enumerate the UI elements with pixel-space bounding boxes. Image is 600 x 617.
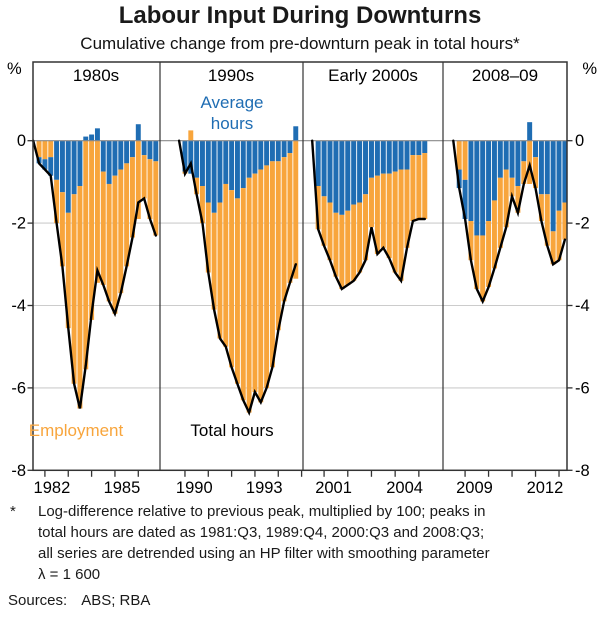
bar-segment-average-hours bbox=[241, 141, 246, 188]
bar-segment-average-hours bbox=[539, 141, 544, 195]
sources-value: ABS; RBA bbox=[81, 592, 151, 609]
bar-segment-average-hours bbox=[504, 141, 509, 170]
bar-segment-employment bbox=[229, 190, 234, 367]
bar-segment-average-hours bbox=[492, 141, 497, 201]
bar-segment-average-hours bbox=[107, 141, 112, 184]
bar-segment-average-hours bbox=[287, 141, 292, 153]
chart-title: Labour Input During Downturns bbox=[118, 2, 482, 29]
bar-segment-employment bbox=[339, 215, 344, 289]
bar-segment-employment bbox=[241, 188, 246, 400]
bar-segment-employment bbox=[422, 153, 427, 219]
bar-segment-employment bbox=[357, 203, 362, 273]
bar-segment-employment bbox=[416, 155, 421, 219]
legend-total-hours: Total hours bbox=[190, 421, 274, 440]
bar-segment-employment bbox=[107, 184, 112, 301]
bar-segment-employment bbox=[387, 174, 392, 258]
bar-segment-average-hours bbox=[551, 141, 556, 232]
bar-segment-employment bbox=[282, 157, 287, 301]
bar-segment-employment bbox=[118, 170, 123, 294]
bar-segment-average-hours bbox=[229, 141, 234, 190]
bar-segment-average-hours bbox=[112, 141, 117, 176]
bar-segment-average-hours bbox=[270, 141, 275, 162]
bar-segment-average-hours bbox=[399, 141, 404, 170]
y-tick-label: -4 bbox=[11, 297, 26, 315]
bar-segment-employment bbox=[410, 155, 415, 221]
bar-segment-employment bbox=[351, 205, 356, 281]
sources-line bbox=[8, 592, 150, 609]
bar-segment-average-hours bbox=[293, 126, 298, 140]
bar-segment-employment bbox=[235, 198, 240, 383]
bar-segment-average-hours bbox=[118, 141, 123, 170]
bar-segment-employment bbox=[486, 221, 491, 287]
bar-segment-average-hours bbox=[194, 141, 199, 178]
bar-segment-employment bbox=[252, 174, 257, 392]
bar-segment-average-hours bbox=[339, 141, 344, 215]
bar-segment-employment bbox=[333, 213, 338, 277]
bar-segment-average-hours bbox=[416, 141, 421, 155]
bar-segment-average-hours bbox=[381, 141, 386, 174]
bar-segment-average-hours bbox=[252, 141, 257, 174]
bar-segment-employment bbox=[217, 203, 222, 339]
bar-segment-average-hours bbox=[333, 141, 338, 213]
bar-segment-employment bbox=[287, 153, 292, 283]
bar-segment-average-hours bbox=[72, 141, 77, 195]
x-tick-label: 2009 bbox=[456, 479, 493, 497]
bar-segment-employment bbox=[72, 194, 77, 384]
bar-segment-average-hours bbox=[515, 141, 520, 186]
bar-segment-average-hours bbox=[357, 141, 362, 203]
bar-segment-average-hours bbox=[83, 137, 88, 141]
legend-employment: Employment bbox=[28, 421, 124, 440]
bar-segment-average-hours bbox=[351, 141, 356, 205]
y-tick-label: -4 bbox=[575, 297, 590, 315]
bar-segment-average-hours bbox=[474, 141, 479, 236]
bar-segment-employment bbox=[42, 141, 47, 160]
bar-segment-employment bbox=[101, 172, 106, 285]
bar-segment-average-hours bbox=[375, 141, 380, 176]
bar-segment-average-hours bbox=[147, 141, 152, 160]
bar-segment-employment bbox=[48, 141, 53, 157]
chart-subtitle: Cumulative change from pre-downturn peak in total hours* bbox=[80, 34, 520, 53]
x-tick-label: 2001 bbox=[315, 479, 352, 497]
bar-segment-average-hours bbox=[345, 141, 350, 211]
y-tick-label: -8 bbox=[11, 461, 26, 480]
footnote bbox=[10, 501, 576, 585]
y-tick-label: -6 bbox=[11, 379, 26, 398]
bar-segment-average-hours bbox=[393, 141, 398, 172]
bar-segment-average-hours bbox=[322, 141, 327, 197]
bar-segment-average-hours bbox=[557, 141, 562, 211]
panel-label-1980s: 1980s bbox=[72, 66, 120, 85]
bar-segment-average-hours bbox=[486, 141, 491, 221]
bar-segment-average-hours bbox=[480, 141, 485, 236]
bar-segment-average-hours bbox=[527, 122, 532, 141]
bar-segment-average-hours bbox=[136, 124, 141, 140]
x-tick-label: 2012 bbox=[526, 479, 564, 497]
footnote-marker: * bbox=[10, 503, 16, 520]
y-tick-label: -6 bbox=[575, 379, 590, 398]
bar-segment-average-hours bbox=[153, 141, 158, 162]
bar-segment-employment bbox=[393, 172, 398, 273]
bar-segment-employment bbox=[83, 141, 88, 370]
x-tick-label: 1993 bbox=[245, 479, 283, 497]
bar-segment-employment bbox=[276, 161, 281, 330]
y-axis-unit-left: % bbox=[7, 60, 22, 78]
bar-segment-average-hours bbox=[316, 141, 321, 186]
x-tick-label: 1982 bbox=[33, 479, 71, 497]
bar-segment-employment bbox=[498, 178, 503, 248]
bar-segment-average-hours bbox=[369, 141, 374, 178]
bar-segment-employment bbox=[463, 141, 468, 180]
bar-segment-average-hours bbox=[200, 141, 205, 186]
footnote-line: all series are detrended using an HP filter with smoothing parameter bbox=[38, 545, 490, 562]
panel-label-early-2000s: Early 2000s bbox=[328, 66, 418, 85]
y-tick-label: 0 bbox=[575, 132, 585, 151]
x-tick-label: 1985 bbox=[103, 479, 141, 497]
bar-segment-average-hours bbox=[387, 141, 392, 174]
bar-segment-average-hours bbox=[404, 141, 409, 170]
bar-segment-employment bbox=[77, 186, 82, 408]
y-tick-label: 0 bbox=[16, 132, 26, 151]
panel-label-1990s: 1990s bbox=[207, 66, 255, 85]
footnote-line: Log-difference relative to previous peak, multiplied by 100; peaks in bbox=[38, 503, 486, 520]
bar-segment-average-hours bbox=[545, 141, 550, 195]
legend-average-hours: Average hours bbox=[200, 93, 264, 133]
bar-segment-average-hours bbox=[410, 141, 415, 155]
bar-segment-employment bbox=[95, 141, 100, 283]
bar-segment-employment bbox=[124, 163, 129, 266]
sources-label: Sources: bbox=[8, 592, 68, 609]
footnote-line: total hours are dated as 1981:Q3, 1989:Q4, 2000:Q3 and 2008:Q3; bbox=[38, 524, 485, 541]
bar-segment-average-hours bbox=[223, 141, 228, 184]
bar-segment-average-hours bbox=[422, 141, 427, 153]
y-tick-label: -2 bbox=[11, 214, 26, 233]
bar-segment-employment bbox=[270, 161, 275, 367]
bar-segment-employment bbox=[142, 155, 147, 198]
bar-segment-average-hours bbox=[521, 141, 526, 162]
bar-segment-average-hours bbox=[142, 141, 147, 155]
y-axis-unit-right: % bbox=[582, 60, 597, 78]
bar-segment-average-hours bbox=[276, 141, 281, 162]
bar-segment-average-hours bbox=[217, 141, 222, 203]
bar-segment-average-hours bbox=[95, 128, 100, 140]
bar-segment-employment bbox=[399, 170, 404, 281]
bar-segment-average-hours bbox=[206, 141, 211, 203]
x-tick-label: 2004 bbox=[386, 479, 423, 497]
bar-segment-average-hours bbox=[264, 141, 269, 166]
bar-segment-employment bbox=[381, 174, 386, 248]
bar-segment-average-hours bbox=[468, 141, 473, 221]
bar-segment-employment bbox=[327, 203, 332, 261]
bar-segment-average-hours bbox=[101, 141, 106, 172]
bar-segment-average-hours bbox=[247, 141, 252, 178]
bar-segment-employment bbox=[293, 141, 298, 279]
bar-segment-employment bbox=[112, 176, 117, 314]
bar-segment-employment bbox=[345, 211, 350, 285]
y-tick-label: -2 bbox=[575, 214, 590, 233]
bar-segment-average-hours bbox=[212, 141, 217, 213]
bar-segment-employment bbox=[480, 235, 485, 301]
bar-segment-average-hours bbox=[498, 141, 503, 178]
bar-segment-average-hours bbox=[89, 135, 94, 141]
bar-segment-employment bbox=[223, 184, 228, 347]
bar-segment-average-hours bbox=[77, 141, 82, 186]
bar-segment-employment bbox=[369, 178, 374, 227]
bar-segment-employment bbox=[247, 178, 252, 413]
panel-label-2008-09: 2008–09 bbox=[471, 66, 539, 85]
bar-segment-average-hours bbox=[66, 141, 71, 213]
bar-segment-average-hours bbox=[533, 141, 538, 157]
y-tick-label: -8 bbox=[575, 461, 590, 480]
bar-segment-average-hours bbox=[54, 141, 59, 180]
bar-segment-employment bbox=[153, 161, 158, 235]
bar-segment-employment bbox=[264, 165, 269, 387]
bar-segment-average-hours bbox=[130, 141, 135, 157]
bar-segment-average-hours bbox=[60, 141, 65, 193]
footnote-line: λ = 1 600 bbox=[38, 566, 101, 583]
bar-segment-average-hours bbox=[327, 141, 332, 203]
bar-segment-average-hours bbox=[235, 141, 240, 199]
bar-segment-employment bbox=[258, 170, 263, 403]
bar-segment-average-hours bbox=[124, 141, 129, 164]
x-tick-label: 1990 bbox=[175, 479, 213, 497]
bar-segment-average-hours bbox=[258, 141, 263, 170]
bar-segment-average-hours bbox=[282, 141, 287, 157]
bar-segment-average-hours bbox=[363, 141, 368, 195]
bar-segment-average-hours bbox=[510, 141, 515, 178]
